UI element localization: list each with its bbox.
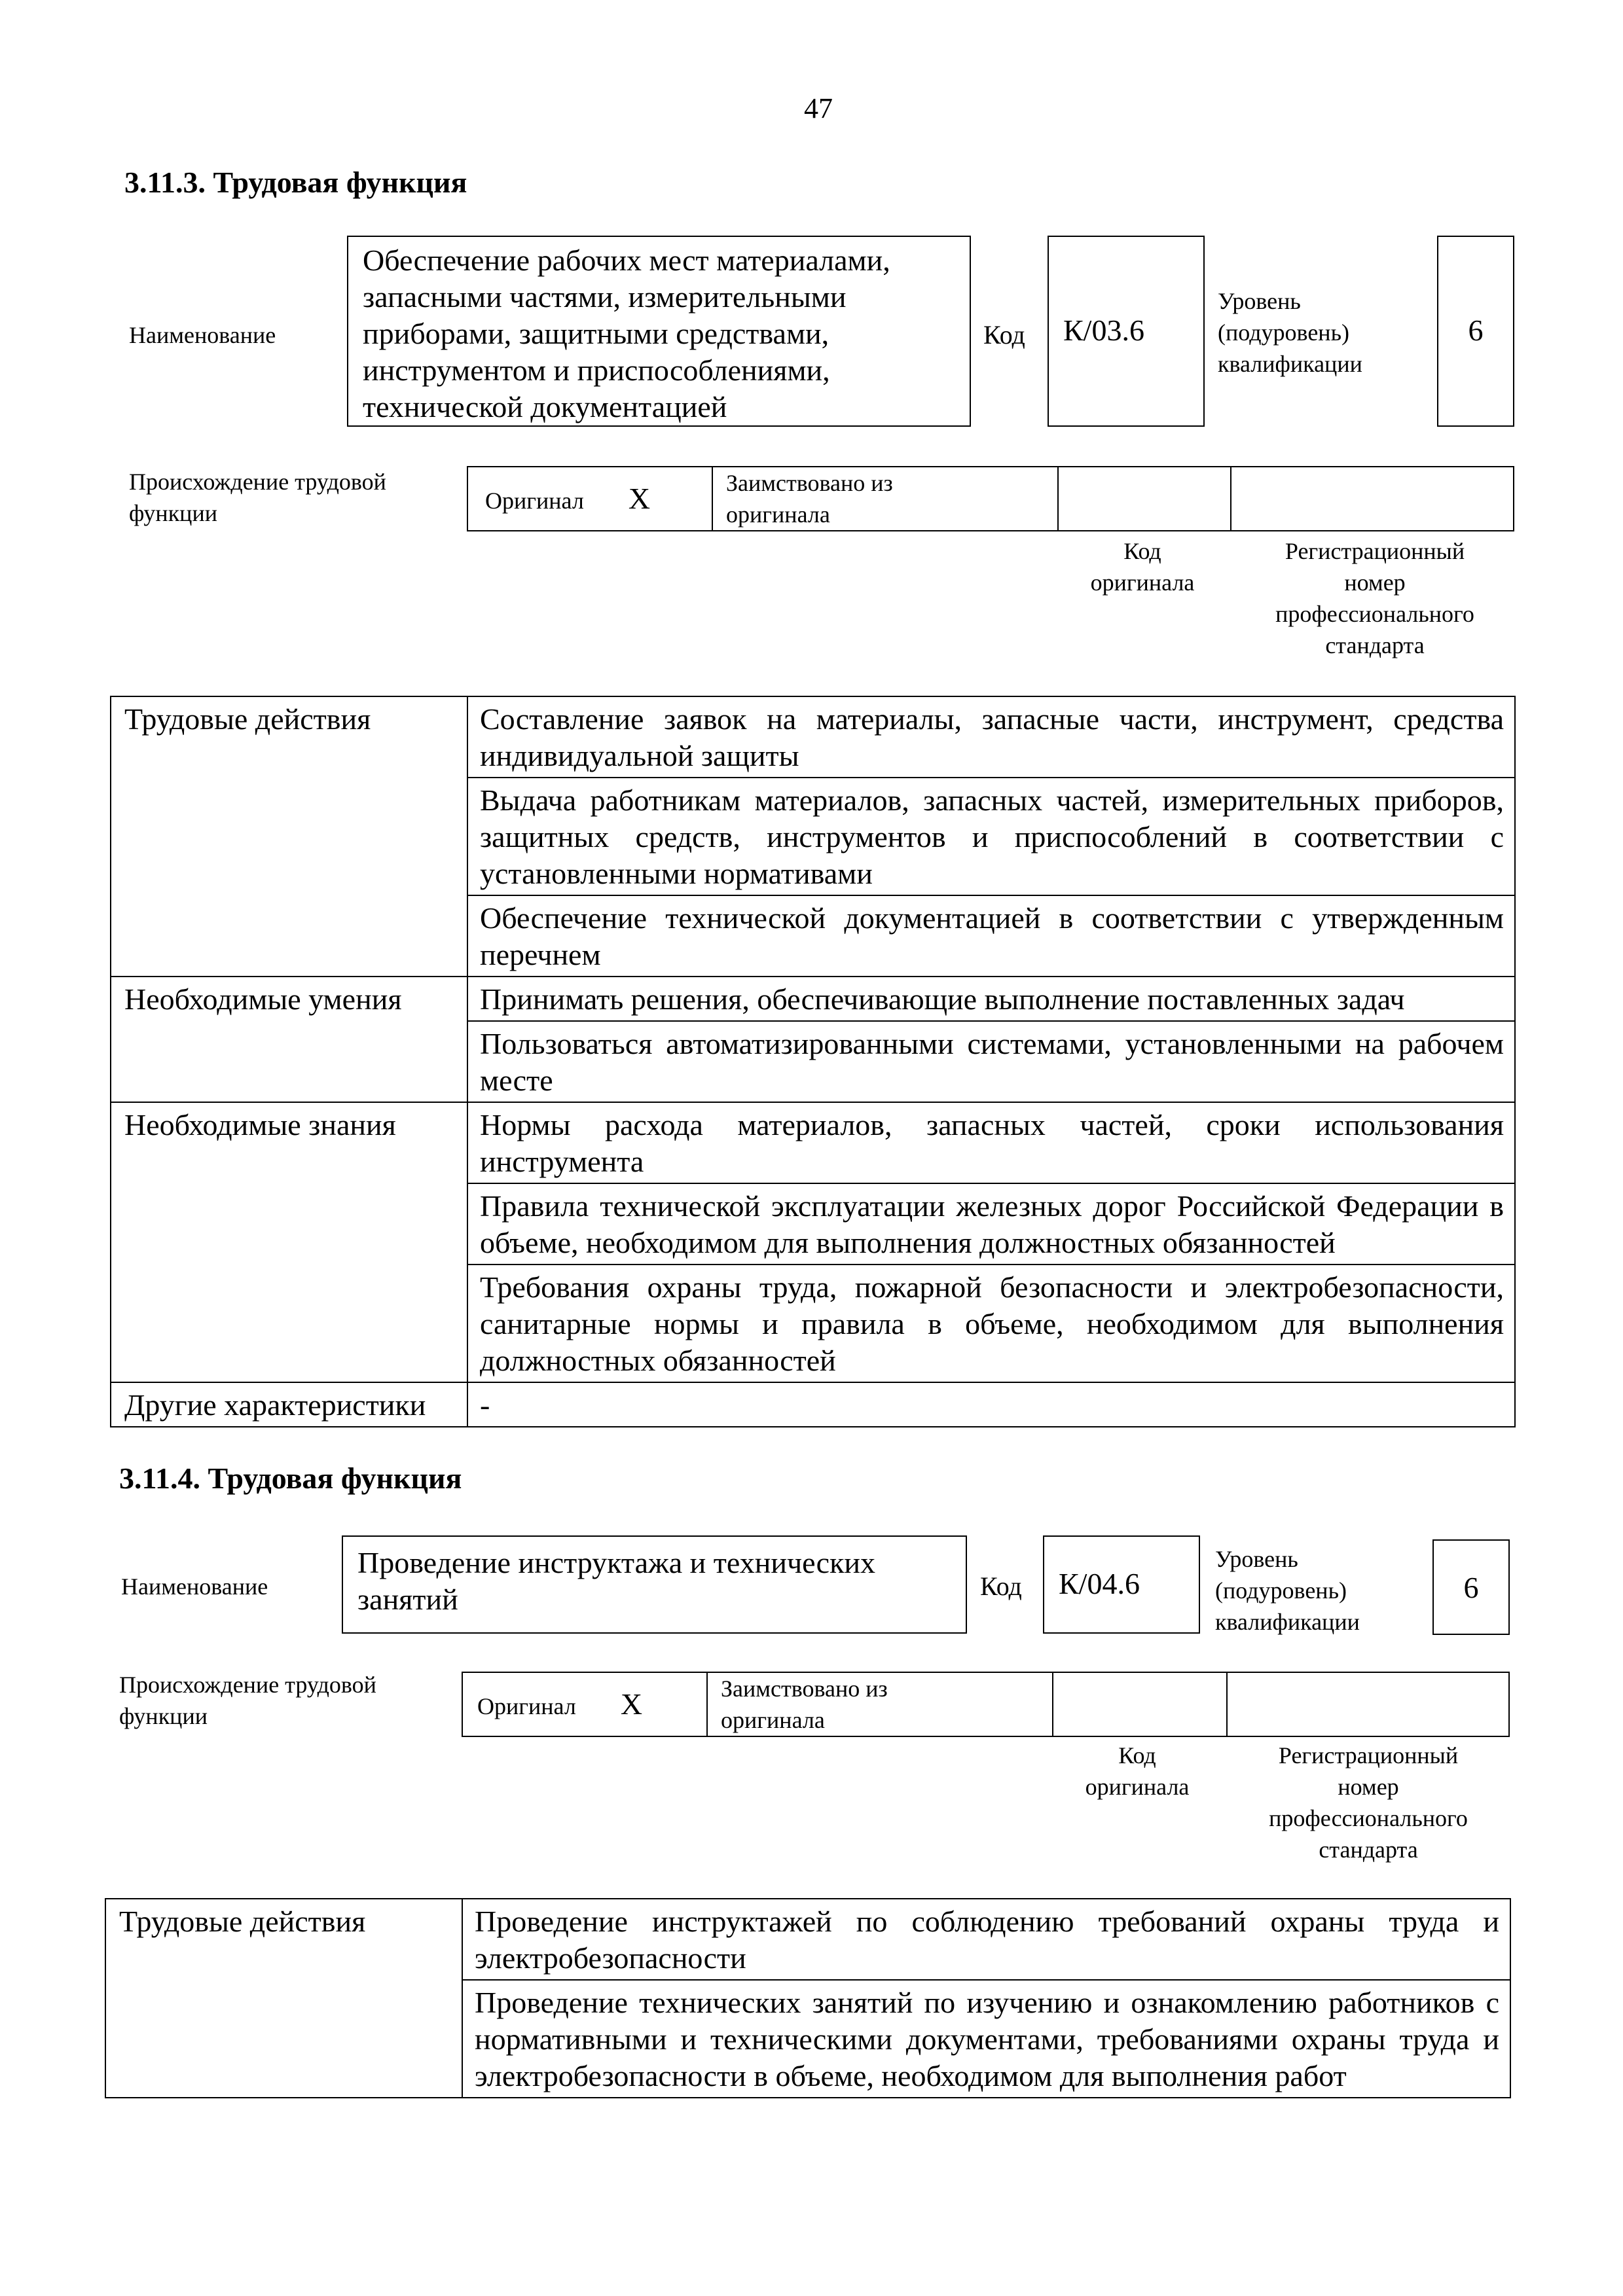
row-label: Необходимые знания: [111, 1102, 467, 1382]
origin-label-line: Происхождение трудовой: [119, 1672, 376, 1698]
reg-number-caption: [1231, 1740, 1506, 1865]
code-box: [1048, 236, 1205, 427]
section-title-3-11-4: 3.11.4. Трудовая функция: [119, 1462, 462, 1495]
code-value: К/03.6: [1063, 314, 1144, 347]
function-name-line: запасными частями, измерительными: [363, 280, 847, 314]
borrowed-cell: [707, 1672, 1053, 1736]
name-label: Наименование: [129, 322, 276, 348]
row-content: Выдача работникам материалов, запасных частей, измерительных приборов, защитных средств, инструментов и приспособлений в соответствии с установленными нормативами: [467, 778, 1515, 895]
code-box: [1043, 1535, 1200, 1634]
level-label-line: квалификации: [1215, 1609, 1360, 1635]
code-value: К/04.6: [1059, 1567, 1140, 1600]
page-number: 47: [804, 92, 833, 124]
code-original-caption: [1061, 535, 1224, 598]
code-original-cell: [1058, 467, 1231, 531]
level-label: [1218, 285, 1362, 380]
level-label-line: Уровень: [1215, 1546, 1298, 1572]
reg-number-caption: [1237, 535, 1512, 661]
caption-line: Код: [1123, 538, 1161, 564]
original-mark: X: [628, 482, 651, 515]
function-name-line: технической документацией: [363, 390, 727, 423]
origin-label-line: Происхождение трудовой: [129, 469, 386, 495]
level-label: [1215, 1543, 1360, 1638]
original-label: Оригинал: [477, 1693, 576, 1719]
level-box: [1437, 236, 1514, 427]
level-label-line: (подуровень): [1218, 319, 1349, 346]
table-row: [111, 1382, 1515, 1427]
caption-line: Код: [1118, 1742, 1156, 1768]
caption-line: оригинала: [1090, 569, 1195, 596]
origin-label-line: функции: [119, 1703, 208, 1729]
function-name-line: Проведение инструктажа и технических: [357, 1546, 876, 1579]
row-content: Принимать решения, обеспечивающие выполнение поставленных задач: [467, 977, 1515, 1021]
function-name-line: Обеспечение рабочих мест материалами,: [363, 243, 890, 277]
caption-line: номер: [1338, 1774, 1399, 1800]
row-content: -: [467, 1382, 1515, 1427]
table-row: [111, 696, 1515, 778]
function-name-line: инструментом и приспособлениями,: [363, 353, 830, 387]
row-content: Проведение инструктажей по соблюдению требований охраны труда и электробезопасности: [462, 1899, 1510, 1980]
original-mark: X: [620, 1687, 643, 1721]
level-label-line: Уровень: [1218, 288, 1301, 314]
caption-line: Регистрационный: [1285, 538, 1465, 564]
level-value: 6: [1463, 1571, 1479, 1604]
function-table-3-11-4: [105, 1898, 1511, 2098]
function-name-box: [347, 236, 971, 427]
table-row: [111, 1102, 1515, 1183]
row-label: Трудовые действия: [111, 696, 467, 977]
original-cell: [467, 467, 712, 531]
caption-line: оригинала: [1085, 1774, 1190, 1800]
level-label-line: (подуровень): [1215, 1577, 1347, 1604]
caption-line: номер: [1344, 569, 1406, 596]
level-label-line: квалификации: [1218, 351, 1362, 377]
borrowed-line: оригинала: [721, 1707, 825, 1733]
row-content: Правила технической эксплуатации железных дорог Российской Федерации в объеме, необходимом для выполнения должностных обязанностей: [467, 1183, 1515, 1265]
reg-number-cell: [1231, 467, 1514, 531]
reg-number-cell: [1227, 1672, 1509, 1736]
caption-line: Регистрационный: [1278, 1742, 1459, 1768]
original-label: Оригинал: [485, 488, 584, 514]
row-content: Требования охраны труда, пожарной безопасности и электробезопасности, санитарные нормы и правила в объеме, необходимом для выполнения должностных обязанностей: [467, 1265, 1515, 1382]
row-content: Пользоваться автоматизированными системами, установленными на рабочем месте: [467, 1021, 1515, 1102]
name-label: Наименование: [121, 1573, 268, 1600]
caption-line: стандарта: [1325, 632, 1425, 658]
origin-label-line: функции: [129, 500, 217, 526]
row-content: Нормы расхода материалов, запасных частей, сроки использования инструмента: [467, 1102, 1515, 1183]
borrowed-cell: [712, 467, 1058, 531]
code-label: Код: [980, 1571, 1022, 1601]
table-row: [111, 977, 1515, 1021]
table-row: [105, 1899, 1510, 1980]
origin-label: [119, 1669, 376, 1732]
function-name-line: занятий: [357, 1583, 458, 1616]
borrowed-line: оригинала: [726, 501, 830, 528]
origin-label: [129, 466, 386, 529]
caption-line: профессионального: [1269, 1805, 1468, 1831]
row-label: Трудовые действия: [105, 1899, 462, 2098]
row-label: Другие характеристики: [111, 1382, 467, 1427]
origin-table: [467, 466, 1514, 531]
caption-line: профессионального: [1275, 601, 1474, 627]
function-name-line: приборами, защитными средствами,: [363, 317, 830, 350]
original-cell: [462, 1672, 707, 1736]
borrowed-line: Заимствовано из: [726, 470, 893, 496]
function-table-3-11-3: [110, 696, 1516, 1427]
row-label: Необходимые умения: [111, 977, 467, 1102]
function-name-box: [342, 1535, 967, 1634]
code-original-cell: [1053, 1672, 1227, 1736]
section-title-3-11-3: 3.11.3. Трудовая функция: [124, 166, 467, 199]
code-label: Код: [983, 320, 1025, 350]
origin-table: [462, 1672, 1510, 1737]
code-original-caption: [1055, 1740, 1219, 1803]
caption-line: стандарта: [1319, 1837, 1418, 1863]
level-value: 6: [1468, 314, 1484, 347]
row-content: Составление заявок на материалы, запасные части, инструмент, средства индивидуальной защиты: [467, 696, 1515, 778]
row-content: Проведение технических занятий по изучению и ознакомлению работников с нормативными и техническими документами, требованиями охраны труда и электробезопасности в объеме, необходимом для выполнения работ: [462, 1980, 1510, 2098]
level-box: [1432, 1539, 1510, 1635]
borrowed-line: Заимствовано из: [721, 1676, 888, 1702]
row-content: Обеспечение технической документацией в соответствии с утвержденным перечнем: [467, 895, 1515, 977]
